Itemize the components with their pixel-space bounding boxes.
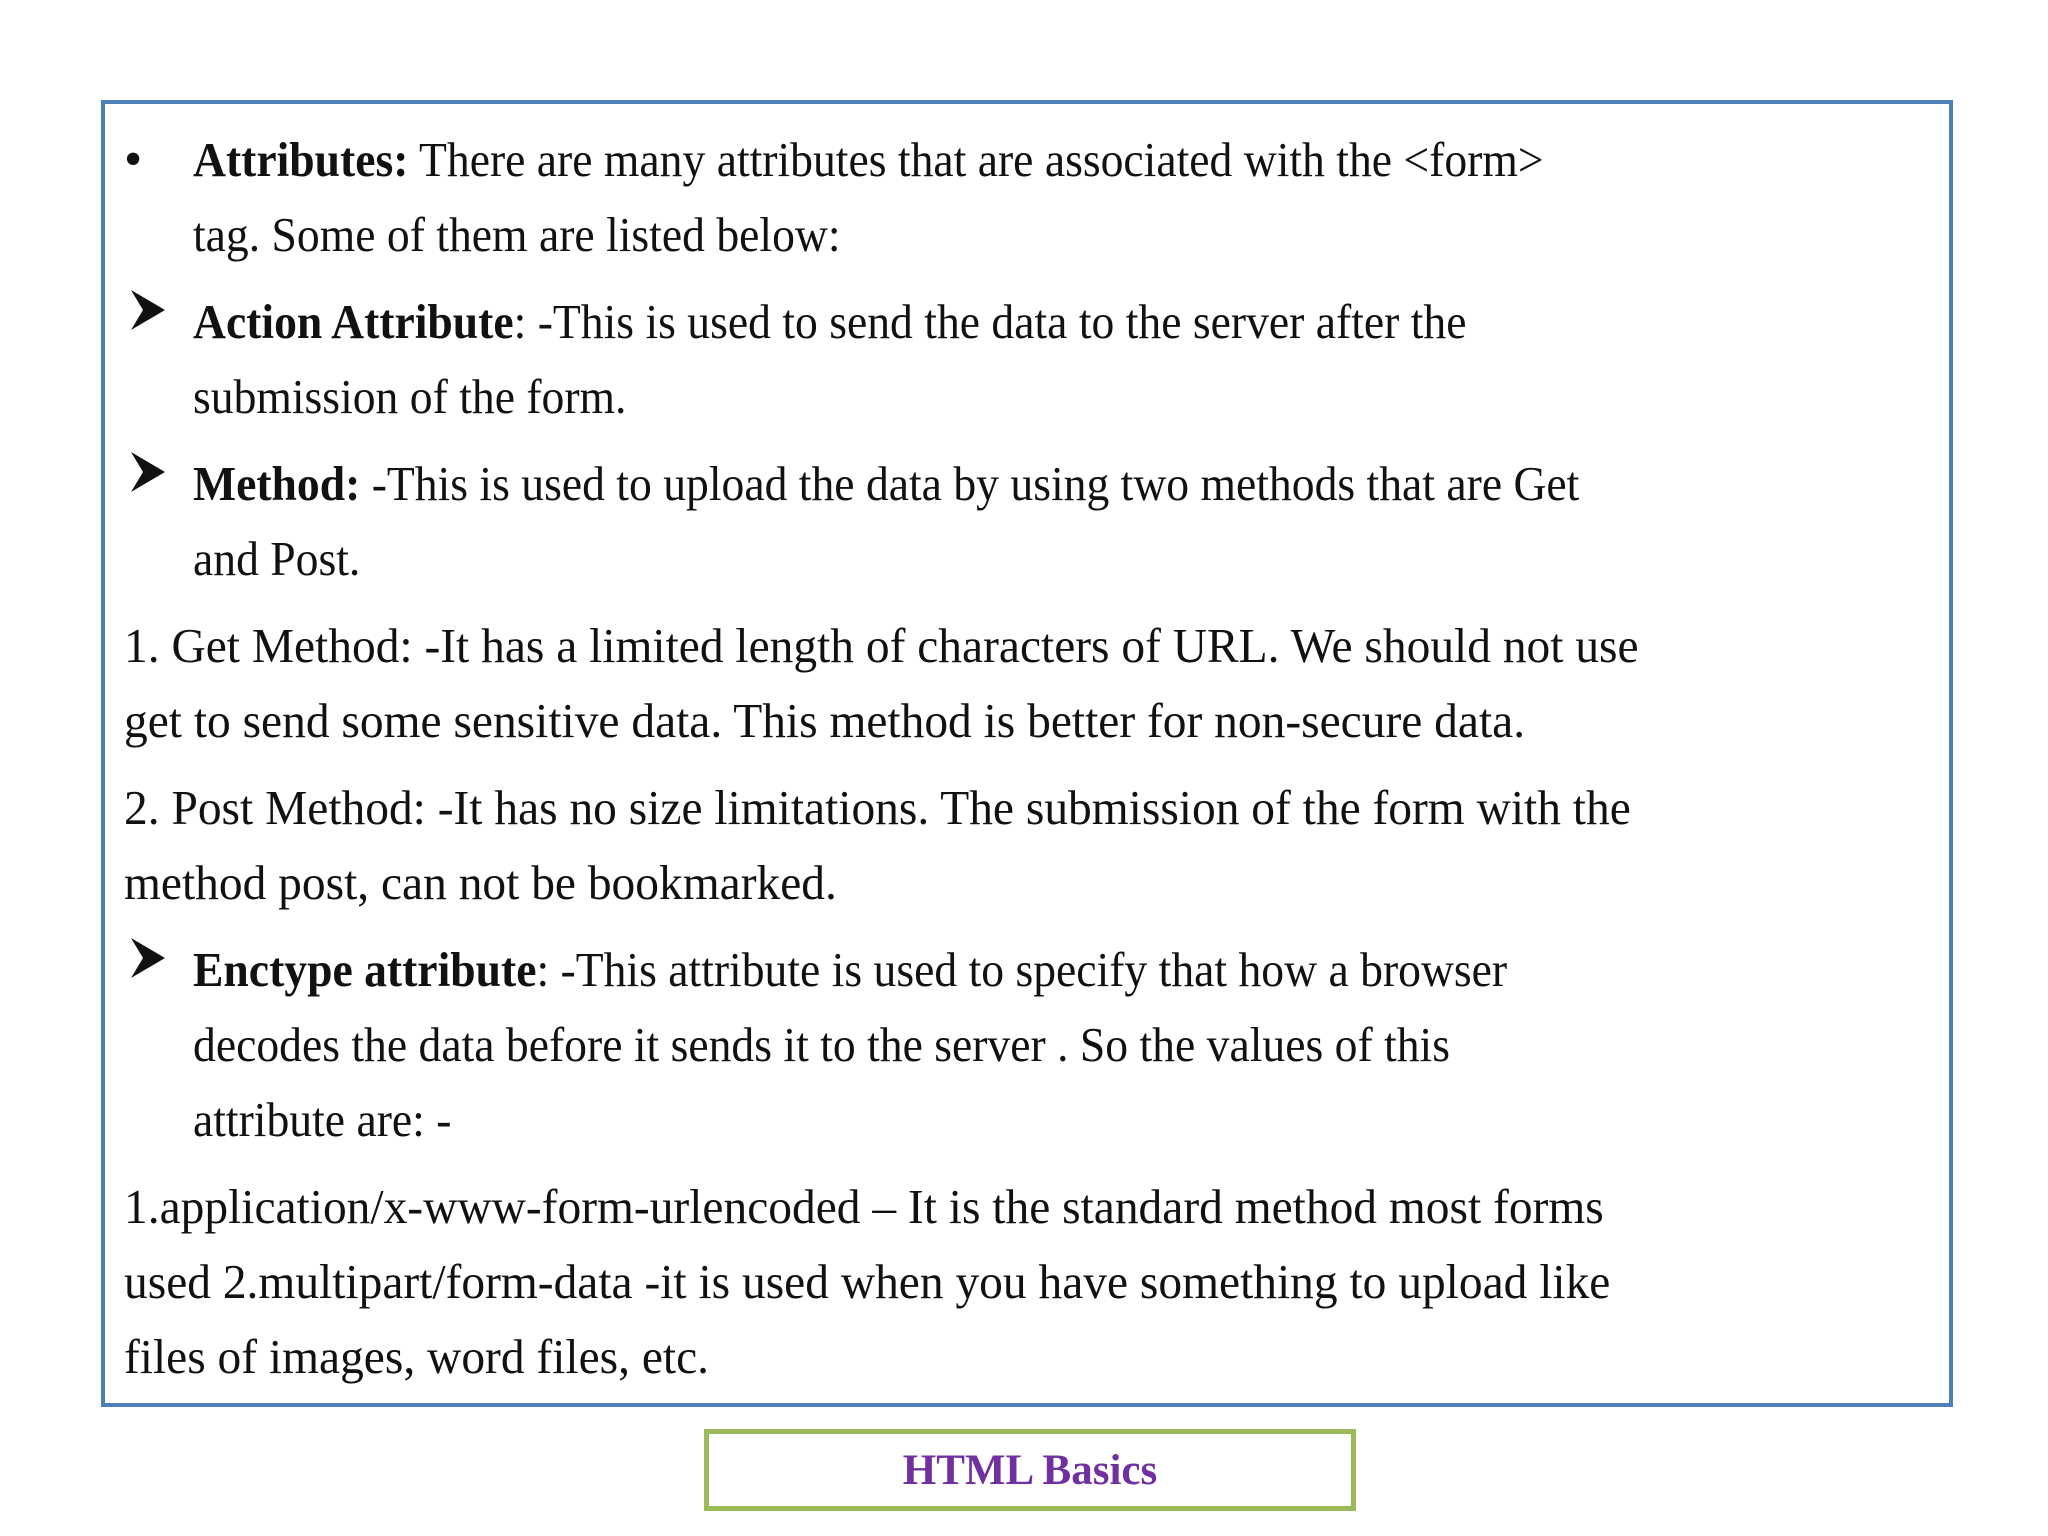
attributes-label: Attributes: [193, 132, 409, 187]
arrowhead-bullet-icon [129, 449, 167, 495]
action-attribute-paragraph [193, 284, 2048, 434]
attributes-text-1: There are many attributes that are associated with the <form> [408, 132, 1544, 187]
get-method-line-1: 1. Get Method: -It has a limited length of characters of URL. We should not use [124, 618, 1639, 673]
get-method-line-2: get to send some sensitive data. This method is better for non-secure data. [124, 693, 1526, 748]
method-label: Method: [193, 456, 361, 511]
enctype-values-line-2: used 2.multipart/form-data -it is used when you have something to upload like [124, 1254, 1611, 1309]
arrowhead-bullet-icon [129, 287, 167, 333]
attributes-line-1 [193, 122, 1925, 197]
enctype-attribute-text-1: : -This attribute is used to specify that how a browser [536, 942, 1508, 997]
action-attribute-label: Action Attribute [193, 294, 514, 349]
post-method-line-1: 2. Post Method: -It has no size limitations. The submission of the form with the [124, 780, 1631, 835]
arrowhead-bullet-icon [129, 935, 167, 981]
footer-box [704, 1429, 1356, 1511]
get-method-paragraph [124, 608, 1984, 758]
action-attribute-line-2: submission of the form. [193, 369, 627, 424]
post-method-paragraph [124, 770, 1984, 920]
post-method-line-2: method post, can not be bookmarked. [124, 855, 837, 910]
method-paragraph [193, 446, 2048, 596]
method-line-1 [193, 446, 1925, 521]
enctype-attribute-line-1 [193, 932, 1925, 1007]
enctype-attribute-line-2: decodes the data before it sends it to the server . So the values of this [193, 1017, 1450, 1072]
method-text-1: -This is used to upload the data by using two methods that are Get [360, 456, 1580, 511]
enctype-attribute-label: Enctype attribute [193, 942, 537, 997]
method-line-2: and Post. [193, 531, 361, 586]
attributes-line-2: tag. Some of them are listed below: [193, 207, 841, 262]
enctype-values-line-3: files of images, word files, etc. [124, 1329, 710, 1384]
enctype-values-paragraph [124, 1169, 1984, 1394]
bullet-dot-icon: • [124, 131, 143, 188]
enctype-attribute-paragraph [193, 932, 2048, 1157]
action-attribute-line-1 [193, 284, 1925, 359]
enctype-values-line-1: 1.application/x-www-form-urlencoded – It is the standard method most forms [124, 1179, 1604, 1234]
attributes-paragraph [193, 122, 2048, 272]
action-attribute-text-1: : -This is used to send the data to the server after the [513, 294, 1467, 349]
footer-label: HTML Basics [902, 1446, 1158, 1494]
enctype-attribute-line-3: attribute are: - [193, 1092, 452, 1147]
